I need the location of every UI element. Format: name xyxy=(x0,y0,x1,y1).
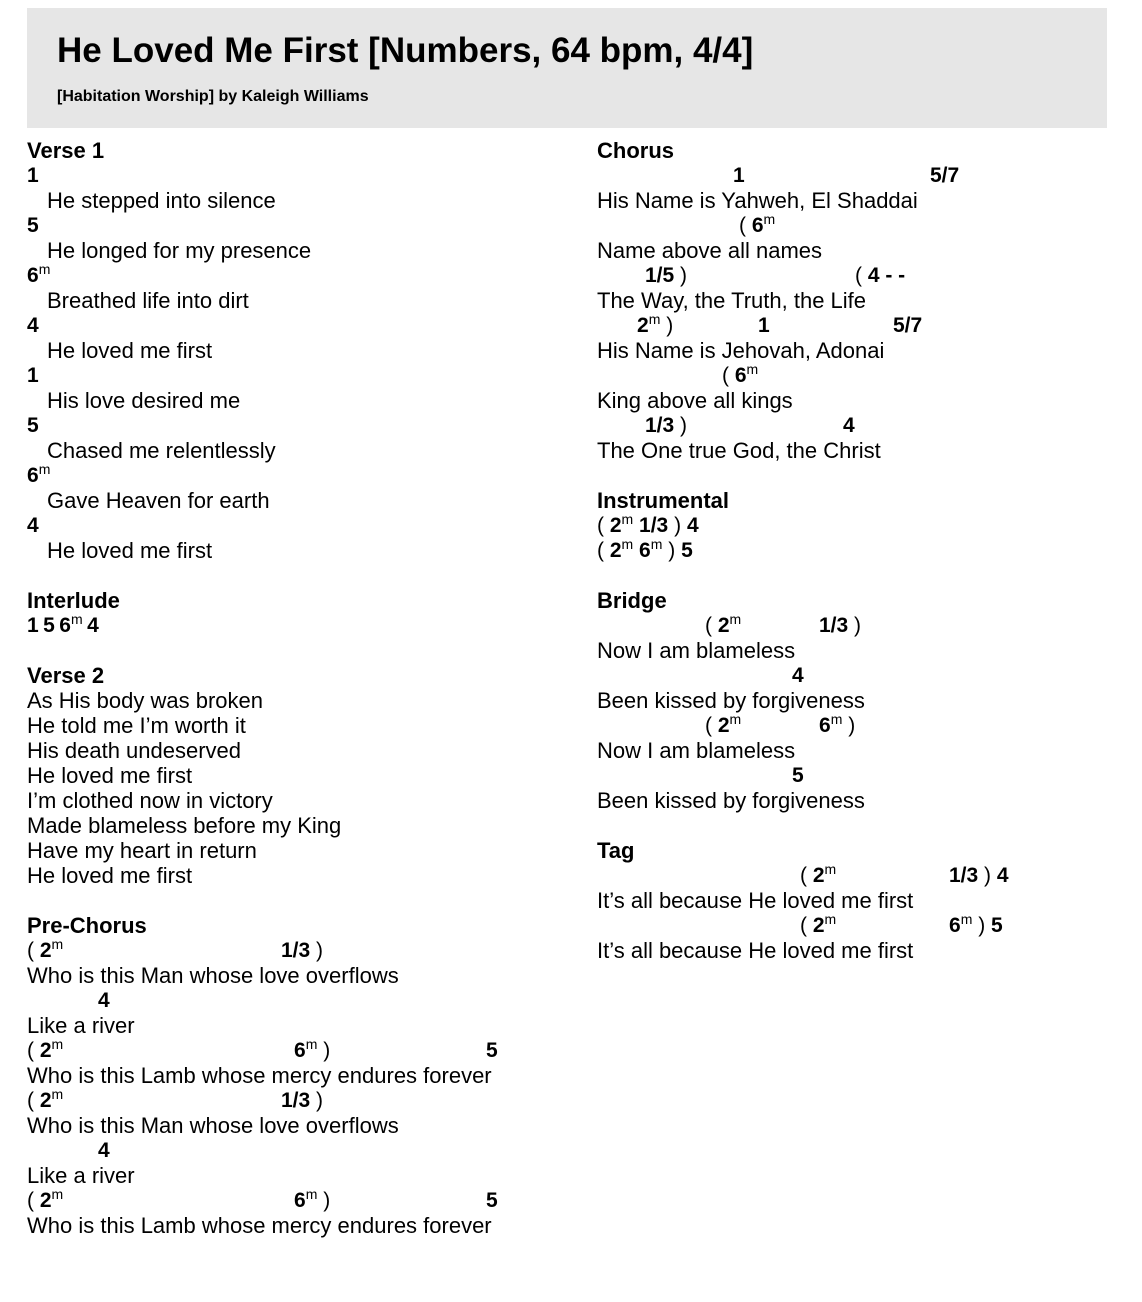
section-verse-1 xyxy=(27,138,577,563)
chord: 5/7 xyxy=(930,164,960,187)
lyric-line: As His body was broken xyxy=(27,688,263,713)
chord: 1/5 ) xyxy=(645,264,688,287)
section-pre-chorus xyxy=(27,913,577,1238)
lyric-line: Like a river xyxy=(27,1013,135,1038)
chord-line xyxy=(597,513,1107,538)
lyric-line: Who is this Lamb whose mercy endures forever xyxy=(27,1213,492,1238)
chord-line xyxy=(27,1088,577,1113)
chord-line xyxy=(27,163,577,188)
lyric-line: His Name is Yahweh, El Shaddai xyxy=(597,188,918,213)
lyric-line: It’s all because He loved me first xyxy=(597,888,914,913)
chord: 5 xyxy=(43,614,55,637)
chord: ( 2$^m$ 1/3 ) 4 xyxy=(597,511,699,537)
chord: ( 4 - - xyxy=(855,264,906,287)
lyric-line: His death undeserved xyxy=(27,738,242,763)
chord: 6$^m$ ) xyxy=(819,711,856,737)
lyric-line: I’m clothed now in victory xyxy=(27,788,273,813)
song-header xyxy=(27,8,1107,128)
section-bridge xyxy=(597,588,1107,813)
chord: ( 6$^m$ xyxy=(739,211,776,237)
chord-line xyxy=(27,613,577,638)
chord-line xyxy=(597,663,1107,688)
chord-line xyxy=(27,463,577,488)
chord: 6$^m$ xyxy=(59,611,83,637)
chord: 1 xyxy=(758,314,770,337)
chord-line xyxy=(27,263,577,288)
section-tag xyxy=(597,838,1107,963)
lyric-line: He loved me first xyxy=(27,863,193,888)
chord: ( 6$^m$ xyxy=(722,361,759,387)
lyric-line: Have my heart in return xyxy=(27,838,257,863)
chord-line xyxy=(27,513,577,538)
lyric-line: He longed for my presence xyxy=(47,238,312,263)
chord-line xyxy=(597,713,1107,738)
chord: 5 xyxy=(27,214,39,237)
lyric-line: It’s all because He loved me first xyxy=(597,938,914,963)
chord: 1/3 ) xyxy=(645,414,688,437)
chord-line xyxy=(597,363,1107,388)
chord: 1 xyxy=(27,364,39,387)
chord: 1/3 ) xyxy=(281,1089,324,1112)
chord-line xyxy=(27,313,577,338)
chord-line xyxy=(27,988,577,1013)
left-column xyxy=(27,138,577,1263)
chord-line xyxy=(597,313,1107,338)
lyric-line: Now I am blameless xyxy=(597,638,796,663)
chord: 1 xyxy=(733,164,745,187)
chord: 4 xyxy=(843,414,855,437)
chord-line xyxy=(597,263,1107,288)
chord: 1/3 ) xyxy=(281,939,324,962)
lyric-line: His Name is Jehovah, Adonai xyxy=(597,338,885,363)
chord: 5 xyxy=(486,1039,498,1062)
section-title: Verse 2 xyxy=(27,663,105,688)
section-title: Interlude xyxy=(27,588,120,613)
chord: 4 xyxy=(87,614,99,637)
chord-line xyxy=(597,613,1107,638)
chord: 6$^m$ xyxy=(27,461,51,487)
lyric-line: Been kissed by forgiveness xyxy=(597,688,865,713)
chord: 4 xyxy=(792,664,804,687)
lyric-line: He loved me first xyxy=(47,338,213,363)
chord: 1 xyxy=(27,164,39,187)
section-instrumental xyxy=(597,488,1107,563)
section-title: Tag xyxy=(597,838,635,863)
chord: ( 2$^m$ xyxy=(27,1036,64,1062)
chord: 4 xyxy=(27,314,39,337)
chord: 1/3 ) 4 xyxy=(949,864,1009,887)
lyric-line: He stepped into silence xyxy=(47,188,276,213)
chord: ( 2$^m$ xyxy=(800,911,837,937)
chord: 2$^m$ ) xyxy=(637,311,674,337)
section-title: Verse 1 xyxy=(27,138,105,163)
chord-line xyxy=(27,213,577,238)
chord-line xyxy=(597,863,1107,888)
lyric-line: His love desired me xyxy=(47,388,241,413)
chord-line xyxy=(597,538,1107,563)
lyric-line: He told me I’m worth it xyxy=(27,713,246,738)
chord: 5/7 xyxy=(893,314,923,337)
chord: ( 2$^m$ xyxy=(27,1086,64,1112)
lyric-line: Who is this Lamb whose mercy endures forever xyxy=(27,1063,492,1088)
chord-line xyxy=(27,413,577,438)
chord: ( 2$^m$ xyxy=(705,611,742,637)
chord: 4 xyxy=(98,989,110,1012)
lyric-line: Like a river xyxy=(27,1163,135,1188)
chord: 5 xyxy=(27,414,39,437)
lyric-line: The One true God, the Christ xyxy=(597,438,881,463)
chord: 5 xyxy=(486,1189,498,1212)
chord: ( 2$^m$ xyxy=(705,711,742,737)
lyric-line: Who is this Man whose love overflows xyxy=(27,1113,399,1138)
right-column xyxy=(597,138,1107,988)
chord: ( 2$^m$ xyxy=(800,861,837,887)
chord-line xyxy=(597,163,1107,188)
lyric-line: Name above all names xyxy=(597,238,823,263)
chord: 6$^m$ ) xyxy=(294,1036,331,1062)
chord: 6$^m$ ) 5 xyxy=(949,911,1003,937)
lyric-line: King above all kings xyxy=(597,388,793,413)
section-interlude xyxy=(27,588,577,638)
section-title: Chorus xyxy=(597,138,674,163)
lyric-line: He loved me first xyxy=(27,763,193,788)
chord: 1 xyxy=(27,614,39,637)
lyric-line: Been kissed by forgiveness xyxy=(597,788,865,813)
chord-line xyxy=(27,938,577,963)
chord-line xyxy=(27,1188,577,1213)
lyric-line: Who is this Man whose love overflows xyxy=(27,963,399,988)
chord-line xyxy=(597,913,1107,938)
chord-line xyxy=(597,213,1107,238)
lyric-line: Made blameless before my King xyxy=(27,813,342,838)
chord-line xyxy=(27,1038,577,1063)
chord-line xyxy=(27,363,577,388)
song-subtitle: [Habitation Worship] by Kaleigh Williams xyxy=(57,88,369,105)
lyric-line: Breathed life into dirt xyxy=(47,288,249,313)
chord-line xyxy=(597,763,1107,788)
chord: 6$^m$ xyxy=(27,261,51,287)
section-verse-2 xyxy=(27,663,577,888)
lyric-line: Chased me relentlessly xyxy=(47,438,276,463)
lyric-line: Now I am blameless xyxy=(597,738,796,763)
chord-line xyxy=(27,1138,577,1163)
chord: 6$^m$ ) xyxy=(294,1186,331,1212)
section-title: Pre-Chorus xyxy=(27,913,147,938)
lyric-line: The Way, the Truth, the Life xyxy=(597,288,867,313)
section-title: Instrumental xyxy=(597,488,730,513)
chord: 4 xyxy=(98,1139,110,1162)
chord: 5 xyxy=(792,764,804,787)
lyric-line: He loved me first xyxy=(47,538,213,563)
chord: 4 xyxy=(27,514,39,537)
chord: ( 2$^m$ xyxy=(27,936,64,962)
chord-line xyxy=(597,413,1107,438)
song-title: He Loved Me First [Numbers, 64 bpm, 4/4] xyxy=(57,31,754,70)
chord: ( 2$^m$ xyxy=(27,1186,64,1212)
chord: 1/3 ) xyxy=(819,614,862,637)
lyric-line: Gave Heaven for earth xyxy=(47,488,270,513)
chord: ( 2$^m$ 6$^m$ ) 5 xyxy=(597,536,693,562)
section-title: Bridge xyxy=(597,588,667,613)
section-chorus xyxy=(597,138,1107,463)
